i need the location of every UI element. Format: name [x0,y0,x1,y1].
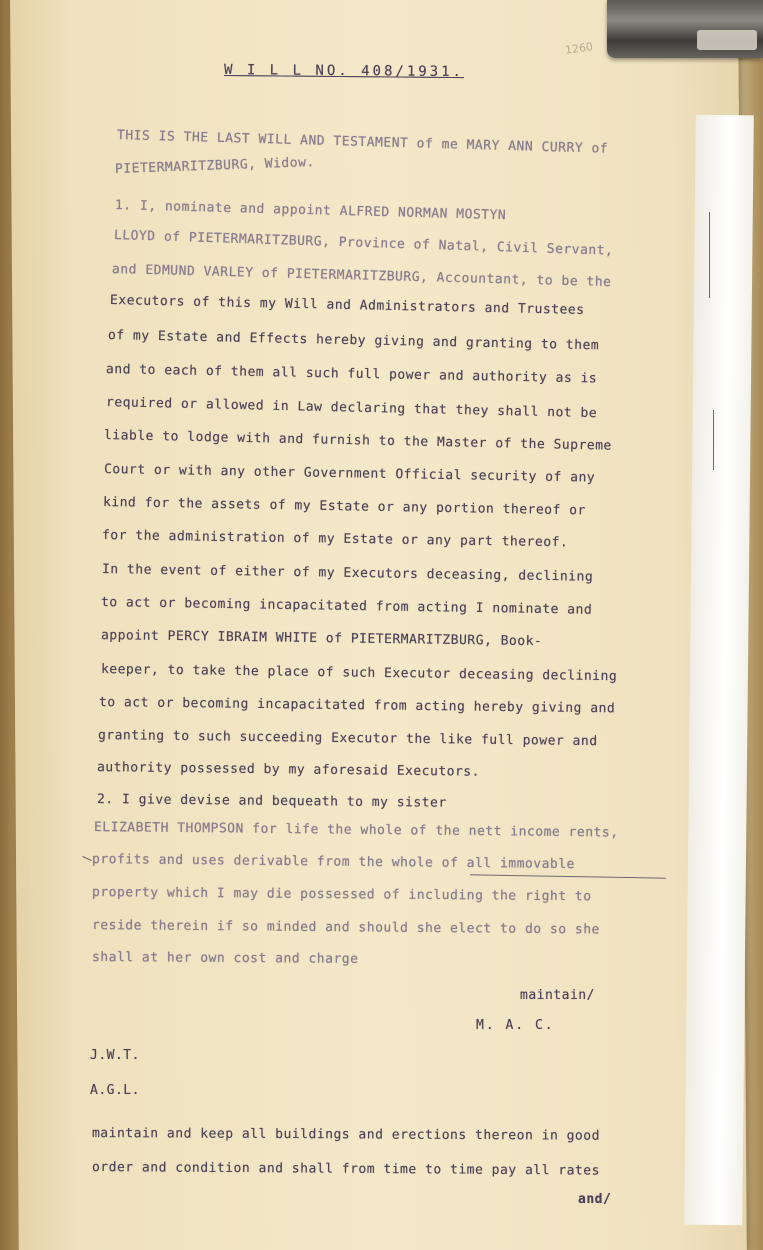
text-line-10: liable to lodge with and furnish to the Master of the Supreme [103,428,612,454]
text-line-16: appoint PERCY IBRAIM WHITE of PIETERMARITZBURG, Book- [100,628,543,650]
underline-immovable [470,874,666,878]
text-line-19: granting to such succeeding Executor the like full power and [97,728,598,750]
text-line-20: authority possessed by my aforesaid Executors. [96,760,481,780]
text-line-23: profits and uses derivable from the whole of all immovable [91,852,576,873]
witness-initials-2: A.G.L. [90,1083,140,1098]
text-line-9: required or allowed in Law declaring that they shall not be [105,395,598,422]
pencil-note: 1260 [564,40,594,57]
catchword-maintain: maintain/ [520,988,595,1003]
text-line-3: 1. I, nominate and appoint ALFRED NORMAN MOSTYN [114,198,507,224]
witness-initials-1: J.W.T. [90,1048,140,1063]
text-line-22: ELIZABETH THOMPSON for life the whole of the nett income rents, [93,820,619,841]
text-line-2: PIETERMARITZBURG, Widow. [114,155,315,177]
text-line-14: In the event of either of my Executors deceasing, declining [101,562,594,585]
text-line-7: of my Estate and Effects hereby giving and granting to them [107,328,600,354]
text-line-6: Executors of this my Will and Administrators and Trustees [109,293,585,318]
text-line-18: to act or becoming incapacitated from acting hereby giving and [98,695,616,717]
text-line-26: shall at her own cost and charge [91,950,359,967]
text-line-24: property which I may die possessed of including the right to [91,885,592,905]
text-line-15: to act or becoming incapacitated from acting I nominate and [100,595,593,618]
continuation-line-1: maintain and keep all buildings and erections thereon in good [91,1126,600,1144]
margin-tick [82,856,91,861]
text-line-11: Court or with any other Government Official security of any [103,462,596,486]
catchword-and: and/ [578,1192,612,1207]
continuation-line-2: order and condition and shall from time to time pay all rates [91,1160,600,1179]
margin-mark-2 [713,410,714,470]
margin-mark-1 [709,212,710,298]
text-line-17: keeper, to take the place of such Executor deceasing declining [100,662,618,685]
document-title: W I L L NO. 408/1931. [223,62,465,81]
text-line-5: and EDMUND VARLEY of PIETERMARITZBURG, Accountant, to be the [111,262,612,291]
text-line-13: for the administration of my Estate or any part thereof. [101,528,569,551]
text-line-12: kind for the assets of my Estate or any portion thereof or [102,495,587,519]
testator-initials: M. A. C. [476,1018,555,1033]
text-line-8: and to each of them all such full power and authority as is [105,362,598,387]
text-line-21: 2. I give devise and bequeath to my sister [96,792,447,811]
text-line-1: THIS IS THE LAST WILL AND TESTAMENT of me MARY ANN CURRY of [116,128,609,157]
text-line-25: reside therein if so minded and should she elect to do so she [91,918,600,938]
text-line-4: LLOYD of PIETERMARITZBURG, Province of Natal, Civil Servant, [113,228,614,259]
